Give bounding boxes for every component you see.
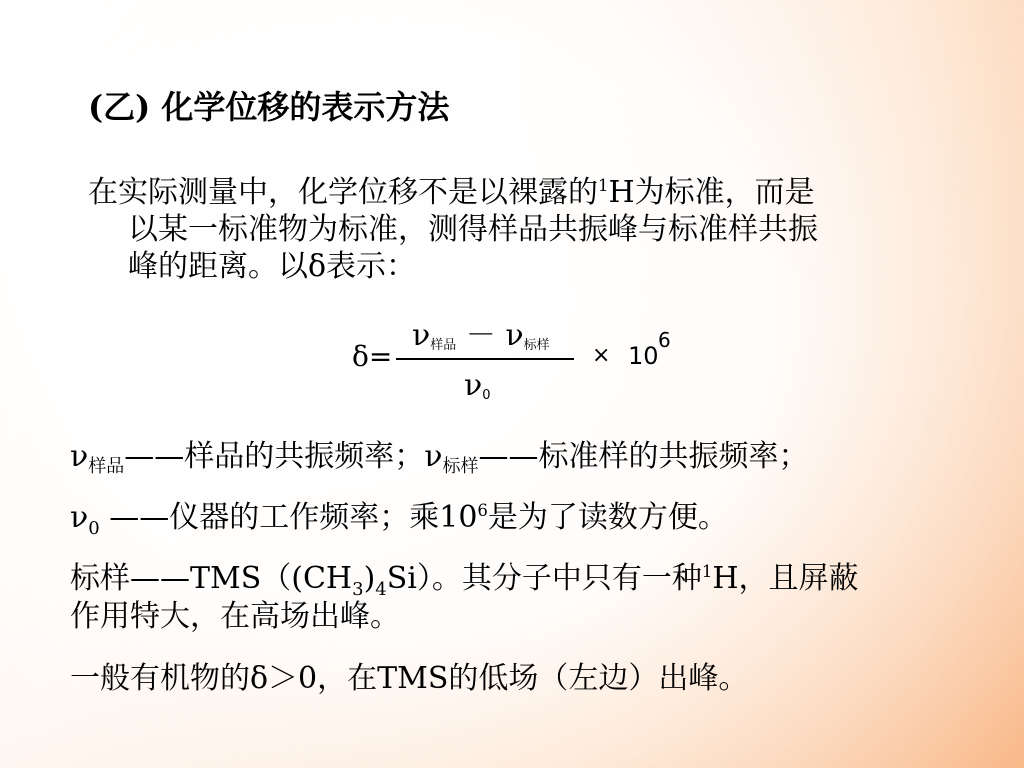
def2-text-post: 是为了读数方便。 [487,500,728,535]
formula-exponent: 6 [658,328,671,352]
formula-nu-zero: ν [464,368,483,403]
formula-denominator [464,368,491,403]
def1-sub-a: 样品 [88,456,125,477]
slide-title: (乙) 化学位移的表示方法 [88,88,450,126]
intro-sup-1: 1 [598,176,609,195]
intro-line1-pre: 在实际测量中，化学位移不是以裸露的 [88,175,598,210]
intro-paragraph [88,174,918,285]
fraction-bar [396,358,574,360]
definition-organic-delta: 一般有机物的δ＞0，在TMS的低场（左边）出峰。 [70,661,749,696]
intro-line2: 以某一标准物为标准，测得样品共振峰与标准样共振 [128,212,818,247]
def1-sub-b: 标样 [442,456,479,477]
formula-times: × [592,343,611,368]
def3-post: Si）。其分子中只有一种 [386,561,702,596]
formula-ten: 10 [628,342,659,370]
def1-nu-b: ν [424,439,443,474]
formula-sub-std: 标样 [523,338,550,353]
definition-sample-standard [70,438,809,486]
formula-sub-zero: 0 [482,388,491,403]
def1-nu-a: ν [70,439,89,474]
def3-sup1: 1 [701,562,713,581]
definition-instrument-frequency [70,499,728,537]
intro-line3: 峰的距离。以δ表示： [128,249,417,284]
def3-post2: H，且屏蔽 [712,561,859,596]
def3-mid: ) [363,561,376,596]
def2-sub: 0 [88,518,100,539]
def3-sub3: 3 [352,579,364,600]
formula-numerator [412,310,550,354]
intro-line1-post: H为标准，而是 [608,175,815,210]
formula-sub-sample: 样品 [430,338,457,353]
formula-nu-std: ν [505,318,524,353]
def1-text-a: ——样品的共振频率； [124,439,425,474]
definition-tms [70,560,970,636]
def2-text-pre: ——仪器的工作频率；乘10 [99,500,478,535]
def1-text-b: ——标准样的共振频率； [478,439,809,474]
formula-nu-sample: ν [412,318,431,353]
def2-nu: ν [70,500,89,535]
def3-sub4: 4 [375,579,387,600]
def3-pre: 标样——TMS（(CH [70,561,353,596]
chemical-shift-formula [352,310,692,410]
def2-sup: 6 [477,501,488,520]
def3-line2: 作用特大，在高场出峰。 [70,599,400,634]
formula-minus: － [465,318,496,353]
formula-delta: δ= [352,340,393,373]
